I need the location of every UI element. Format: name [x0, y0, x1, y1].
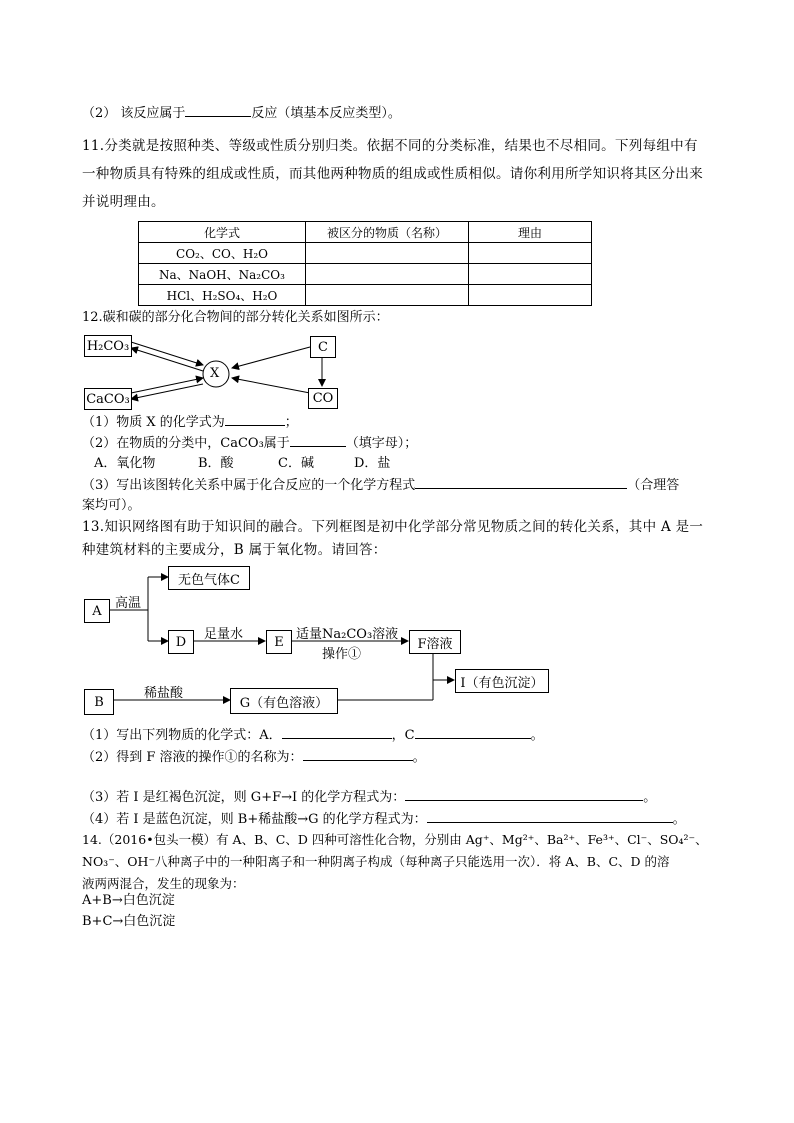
arrow-x-to-caco3 [131, 384, 203, 399]
node-h2co3: H₂CO₃ [84, 335, 132, 357]
q12-part2 [82, 434, 417, 453]
label-high-temp: 高温 [115, 596, 142, 611]
q13-part2-text: （2）得到 F 溶液的操作①的名称为： [82, 750, 303, 765]
q13-line1: 13.知识网络图有助于知识间的融合。下列框图是初中化学部分常见物质之间的转化关系，其中 A 是一 [82, 519, 704, 535]
option-b: B．酸 [198, 456, 234, 471]
table-cell-formula: CO₂、CO、H₂O [139, 243, 306, 264]
q13-part3-text: （3）若 I 是红褐色沉淀，则 G+F→I 的化学方程式为： [82, 790, 406, 805]
q13-part1-mid: ，C [391, 728, 415, 743]
label-water: 足量水 [204, 627, 244, 642]
table-cell-formula: Na、NaOH、Na₂CO₃ [139, 264, 306, 285]
q11-line3: 并说明理由。 [82, 194, 165, 210]
q13-blank-c[interactable] [415, 726, 531, 739]
node-x-label: X [210, 366, 220, 381]
q13-part4-text: （4）若 I 是蓝色沉淀，则 B+稀盐酸→G 的化学方程式为： [82, 812, 427, 827]
q12-options [94, 455, 390, 473]
q12-blank3[interactable] [415, 476, 627, 489]
q12-part3-cont: 案均可）。 [82, 498, 141, 513]
q13-blank-op[interactable] [303, 748, 413, 761]
q12-part3-text: （3）写出该图转化关系中属于化合反应的一个化学方程式 [82, 478, 416, 493]
q13-part3 [82, 788, 656, 807]
q10-part2-text: （2） 该反应属于 [82, 106, 186, 121]
table-header-substance: 被区分的物质（名称） [306, 222, 469, 243]
q14-result1: A+B→白色沉淀 [82, 893, 175, 908]
label-op1: 操作① [322, 647, 362, 662]
node-i: I（有色沉淀） [455, 669, 549, 693]
q13-part1 [82, 726, 544, 745]
arrow-c-to-x [232, 347, 310, 368]
option-a: A．氧化物 [94, 456, 156, 471]
table-header-formula: 化学式 [139, 222, 306, 243]
arrow-caco3-to-x [131, 378, 203, 393]
table-header-reason: 理由 [469, 222, 592, 243]
q12-part2-text: （2）在物质的分类中，CaCO₃属于 [82, 436, 290, 451]
q13-blank-eq4[interactable] [427, 810, 673, 823]
q10-part2-tail: 反应（填基本反应类型）。 [251, 106, 401, 121]
q13-part4 [82, 810, 686, 829]
q12-part1-tail: ； [284, 415, 298, 430]
q12-part3-tail: （合理答 [627, 478, 680, 493]
node-caco3: CaCO₃ [84, 388, 132, 410]
node-a: A [84, 599, 110, 623]
node-b: B [84, 689, 114, 715]
node-f: F溶液 [409, 630, 461, 654]
node-c: C [310, 336, 336, 358]
q13-line2: 种建筑材料的主要成分，B 属于氧化物。请回答： [82, 542, 387, 558]
q14-line2: NO₃⁻、OH⁻八种离子中的一种阳离子和一种阴离子构成（每种离子只能选用一次）．将 A、B、C、D 的溶 [82, 854, 670, 869]
arrow-co-to-x [232, 378, 310, 393]
table-cell-formula: HCl、H₂SO₄、H₂O [139, 285, 306, 306]
q11-line1: 11.分类就是按照种类、等级或性质分别归类。依据不同的分类标准，结果也不尽相同。下列每组中有 [82, 138, 698, 154]
q11-line2: 一种物质具有特殊的组成或性质，而其他两种物质的组成或性质相似。请你利用所学知识将其区分出来 [82, 166, 703, 182]
q12-part2-tail: （填字母）； [345, 436, 418, 451]
q13-part4-tail: 。 [672, 812, 686, 827]
q13-part1-text: （1）写出下列物质的化学式：A． [82, 728, 282, 743]
option-d: D．盐 [354, 456, 391, 471]
q12-part1 [82, 413, 298, 432]
option-c: C．碱 [278, 456, 314, 471]
q13-part1-tail: 。 [530, 728, 544, 743]
q12-part1-text: （1）物质 X 的化学式为 [82, 415, 225, 430]
label-hcl: 稀盐酸 [144, 686, 184, 701]
q12-part3 [82, 476, 679, 495]
label-na2co3: 适量Na₂CO₃溶液 [296, 627, 399, 642]
q14-result2: B+C→白色沉淀 [82, 914, 176, 929]
node-e: E [266, 630, 292, 654]
q13-part2-tail: 。 [412, 750, 426, 765]
q12-blank2[interactable] [290, 434, 346, 447]
node-g: G（有色溶液） [230, 688, 338, 714]
q13-blank-a[interactable] [282, 726, 392, 739]
arrow-x-to-h2co3 [131, 348, 203, 371]
q12-blank1[interactable] [225, 413, 285, 426]
q13-part2 [82, 748, 426, 767]
node-d: D [168, 630, 194, 654]
arrow-h2co3-to-x [131, 342, 203, 365]
node-gas-c: 无色气体C [168, 566, 250, 590]
q13-part3-tail: 。 [643, 790, 657, 805]
q13-blank-eq3[interactable] [405, 788, 643, 801]
q12-title: 12.碳和碳的部分化合物间的部分转化关系如图所示： [82, 310, 389, 325]
q14-line1: 14.（2016•包头一模）有 A、B、C、D 四种可溶性化合物，分别由 Ag⁺、Mg²⁺、Ba²⁺、Fe³⁺、Cl⁻、SO₄²⁻、 [82, 832, 708, 847]
q14-line3: 液两两混合，发生的现象为： [82, 876, 245, 891]
node-co: CO [308, 388, 338, 409]
